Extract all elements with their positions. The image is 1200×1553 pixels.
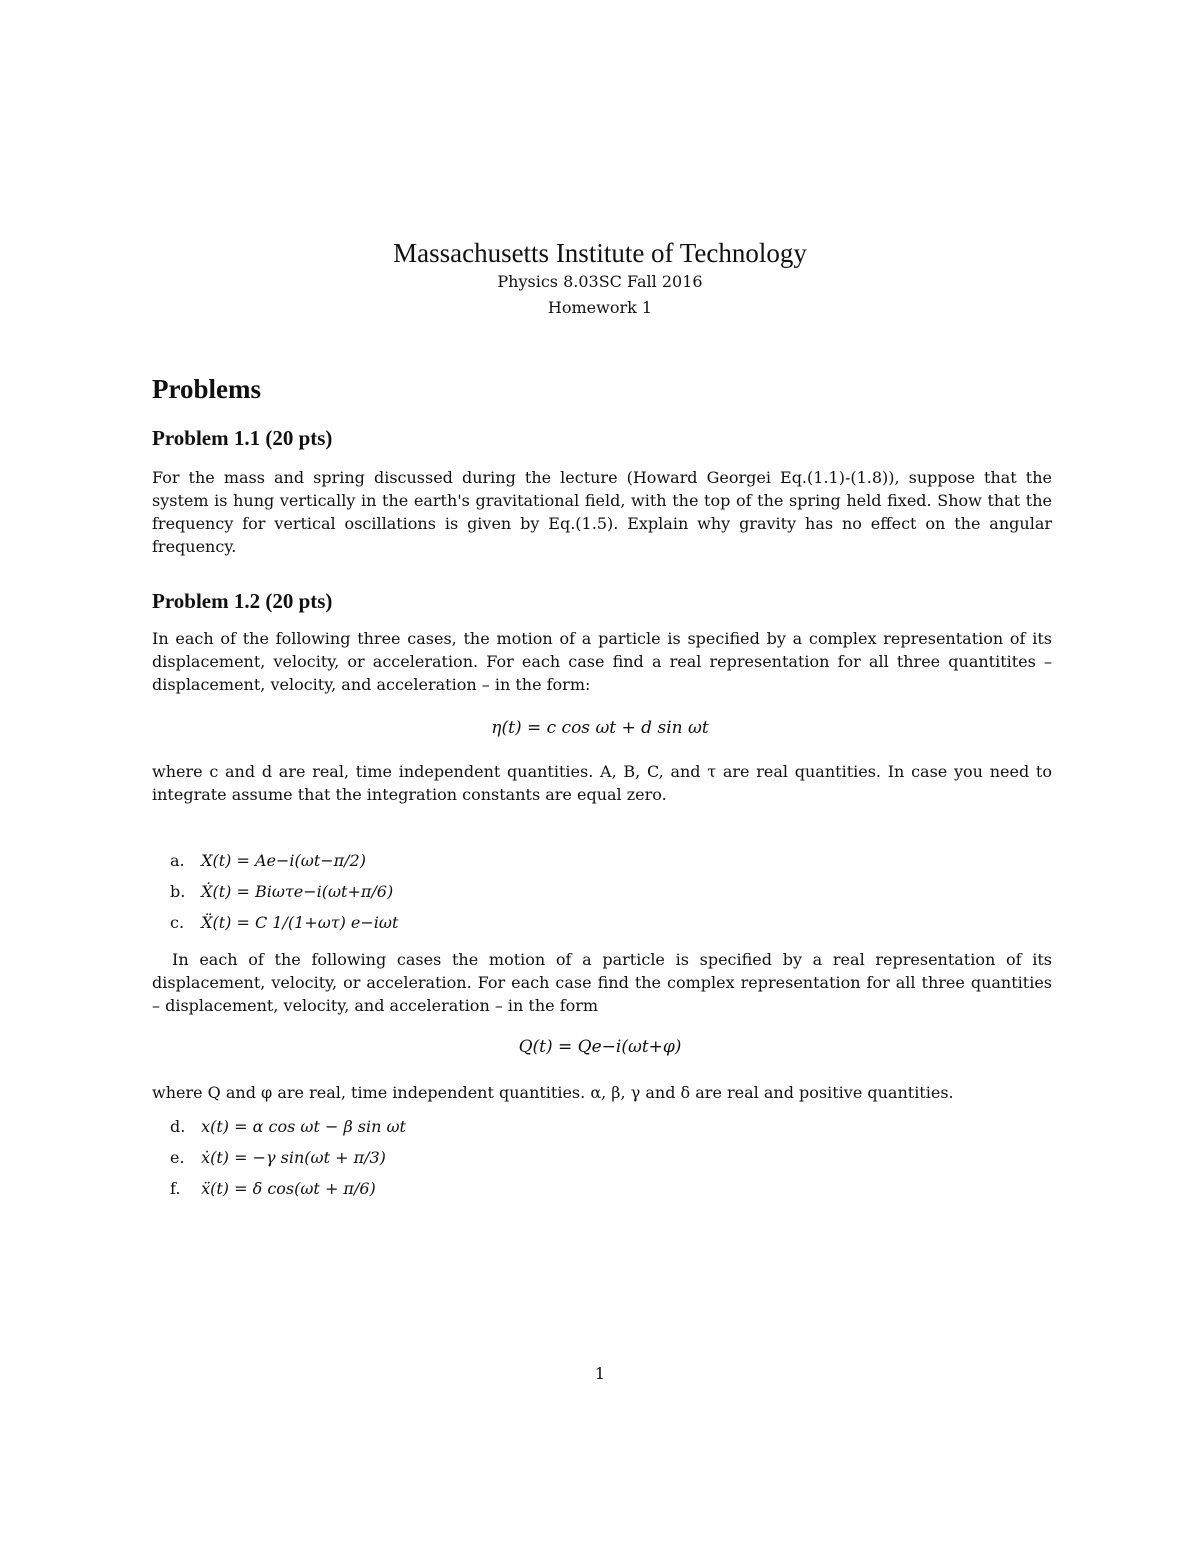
item-expression: Ẍ(t) = C 1/(1+ωτ) e−iωt (201, 913, 399, 932)
where-real-text: where c and d are real, time independent quantities. A, B, C, and τ are real quantities. In case you need to integrate assume that the integration constants are equal zero. (152, 762, 1052, 804)
page-number: 1 (594, 1364, 606, 1383)
item-label: d. (170, 1117, 186, 1136)
item-label: b. (170, 882, 186, 901)
equation-complex-form: Q(t) = Qe−i(ωt+φ) (518, 1037, 682, 1057)
course-subtitle: Physics 8.03SC Fall 2016 (497, 272, 703, 291)
list-item-d (170, 1117, 406, 1136)
list-item-f (170, 1179, 376, 1198)
institution-title: Massachusetts Institute of Technology (393, 238, 807, 268)
problem-1-1-text: For the mass and spring discussed during the lecture (Howard Georgei Eq.(1.1)-(1.8)), suppose that the system is hung vertically in the earth's gravitational field, with the top of the spring held fixed. Show that the frequency for vertical oscillations is given by Eq.(1.5). Explain why gravity has no effect on the angular frequency. (152, 468, 1052, 556)
item-label: c. (170, 913, 185, 932)
item-expression: ẍ(t) = δ cos(ωt + π/6) (201, 1179, 376, 1198)
problem-1-2-title: Problem 1.2 (20 pts) (152, 589, 333, 613)
item-expression: ẋ(t) = −γ sin(ωt + π/3) (201, 1148, 386, 1167)
item-expression: X(t) = Ae−i(ωt−π/2) (201, 851, 366, 870)
problem-1-2-intro: In each of the following three cases, the motion of a particle is specified by a complex representation of its displacement, velocity, or acceleration. For each case find a real representation for all three quantitites – displacement, velocity, and acceleration – in the form: (152, 629, 1052, 694)
equation-real-form: η(t) = c cos ωt + d sin ωt (491, 718, 709, 738)
list-item-c (170, 913, 398, 932)
list-item-b (170, 882, 393, 901)
item-label: f. (170, 1179, 181, 1198)
assignment-subtitle: Homework 1 (547, 298, 653, 317)
list-item-a (170, 851, 366, 870)
problem-1-1-title: Problem 1.1 (20 pts) (152, 426, 333, 450)
item-label: a. (170, 851, 185, 870)
section-title: Problems (152, 374, 261, 404)
list-item-e (170, 1148, 386, 1167)
where-complex-text: where Q and φ are real, time independent quantities. α, β, γ and δ are real and positive quantities. (152, 1083, 954, 1102)
item-label: e. (170, 1148, 185, 1167)
problem-1-2-intro-2: In each of the following cases the motion of a particle is specified by a real representation of its displacement, velocity, or acceleration. For each case find the complex representation for all three quantities – displacement, velocity, and acceleration – in the form (152, 950, 1052, 1015)
item-expression: Ẋ(t) = Biωτe−i(ωt+π/6) (201, 882, 394, 901)
item-expression: x(t) = α cos ωt − β sin ωt (201, 1117, 406, 1136)
